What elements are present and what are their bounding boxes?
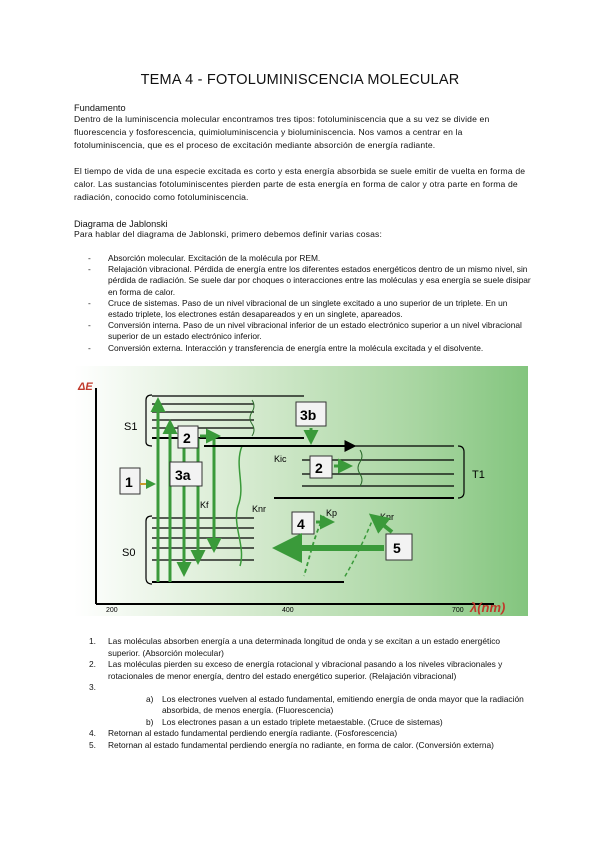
list-item: - Relajación vibracional. Pérdida de energía entre los diferentes estados energéticos dentro de un mismo nivel, sin pérdida de radiación. Se suele dar por choques o interacciones entre las moléculas y esa energía se suele disipar en forma de calor. [88,264,531,297]
step-box-2b [310,456,332,478]
section-heading-jablonski: Diagrama de Jablonski [74,219,168,229]
svg-text:1: 1 [125,474,133,490]
section-heading-fundamento: Fundamento [74,103,126,113]
list-item-text: Retornan al estado fundamental perdiendo energía radiante. (Fosforescencia) [108,728,398,738]
step-box-4 [292,512,314,534]
list-item: 5. Retornan al estado fundamental perdiendo energía no radiante, en forma de calor. (Conversión externa) [89,739,494,750]
y-axis-label: ΔE [78,381,93,393]
tick-label: 200 [106,607,118,614]
list-item-text: Los electrones pasan a un estado triplete metaestable. (Cruce de sistemas) [162,716,443,727]
list-item-text: Retornan al estado fundamental perdiendo energía no radiante, en forma de calor. (Conversión externa) [108,739,494,750]
list-item-text: Conversión externa. Interacción y transferencia de energía entre la molécula excitada y el disolvente. [108,342,484,353]
svg-text:5: 5 [393,540,401,556]
paragraph-fundamento-2: El tiempo de vida de una especie excitada es corto y esta energía absorbida se suele emitir de vuelta en forma de calor. Las sustancias fotoluminiscentes pierden parte de esta energía en forma de calor y otra parte en forma de radiación, conocido como fotoluminiscencia. [74,166,526,202]
list-item: - Absorción molecular. Excitación de la molécula por REM. [88,253,321,263]
t1-label: T1 [472,469,485,481]
svg-text:2: 2 [315,460,323,476]
svg-text:3b: 3b [300,407,317,423]
jablonski-intro: Para hablar del diagrama de Jablonski, primero debemos definir varias cosas: [74,229,383,239]
list-item: 4. Retornan al estado fundamental perdiendo energía radiante. (Fosforescencia) [89,728,398,738]
list-item: 2. Las moléculas pierden su exceso de energía rotacional y vibracional pasando a los niveles vibracionales y rotacionales de menor energía, dentro del estado energético superior. (Relajación vibracional) [89,659,503,681]
paragraph-fundamento-1: Dentro de la luminiscencia molecular encontramos tres tipos: fotoluminiscencia que a su vez se divide en fluorescencia y fosforescencia, quimioluminiscencia y bioluminiscencia. Nos vamos a centrar en la fotoluminiscencia, que es el proceso de excitación mediante absorción de energía radiante. [74,114,490,150]
list-item-text: Los electrones vuelven al estado fundamental, emitiendo energía de onda mayor que la radiación absorbida, de menos energía. (Fluorescencia) [162,693,524,715]
list-item: 3. a) Los electrones vuelven al estado fundamental, emitiendo energía de onda mayor que la radiación absorbida, de menos energía. (Fluorescencia) b) Los electrones pasan a un estado triplete metaestable. (Cruce de sistemas) [74,682,534,728]
list-item-text: Cruce de sistemas. Paso de un nivel vibracional de un singlete excitado a uno superior de un triplete. En un estado triplete, los electrones están desapareados y en un singlete, apareados. [108,297,508,320]
step-box-3b [296,402,326,426]
page-title: TEMA 4 - FOTOLUMINISCENCIA MOLECULAR [140,72,460,88]
list-item: a) Los electrones vuelven al estado fundamental, emitiendo energía de onda mayor que la radiación absorbida, de menos energía. (Fluorescencia) [146,693,524,715]
list-item-text: Las moléculas absorben energía a una determinada longitud de onda y se excitan a un estado energético superior. (Absorción molecular) [108,636,501,658]
kf-label: Kf [200,500,209,510]
s0-label: S0 [122,547,136,559]
list-item-text: Absorción molecular. Excitación de la molécula por REM. [108,253,321,263]
list-item-text: Relajación vibracional. Pérdida de energía entre los diferentes estados energéticos dentro de un mismo nivel, sin pérdida de radiación. Se suele dar por choques o interacciones entre las moléculas y esa energía se suele disipar en forma de calor. [108,264,531,297]
list-item-text: Conversión interna. Paso de un nivel vibracional inferior de un estado electrónico superior a un nivel vibracional superior de un estado electrónico inferior. [108,320,522,342]
svg-text:3a: 3a [175,467,191,483]
jablonski-diagram [74,366,528,616]
list-item-text: Las moléculas pierden su exceso de energía rotacional y vibracional pasando a los niveles vibracionales y rotacionales de menor energía, dentro del estado energético superior. (Relajación vibracional) [108,659,503,681]
list-item: - Conversión externa. Interacción y transferencia de energía entre la molécula excitada y el disolvente. [88,342,484,353]
definitions-list [74,253,534,354]
kic-label: Kic [274,454,287,464]
list-item: b) Los electrones pasan a un estado triplete metaestable. (Cruce de sistemas) [146,716,443,727]
knr-label-2: Knr [380,512,395,522]
step-box-5 [386,534,412,560]
svg-text:4: 4 [297,516,305,532]
tick-label: 400 [282,607,294,614]
steps-list [74,636,534,751]
step-box-2 [178,426,198,448]
tick-label: 700 [452,607,464,614]
x-axis-label: λ(nm) [470,600,506,615]
step-box-1 [120,468,140,494]
list-item: - Cruce de sistemas. Paso de un nivel vibracional de un singlete excitado a uno superior de un triplete. En un estado triplete, los electrones están desapareados y en un singlete, apareados. [88,297,508,320]
list-item: 1. Las moléculas absorben energía a una determinada longitud de onda y se excitan a un estado energético superior. (Absorción molecular) [89,636,501,658]
kp-label: Kp [326,508,338,518]
sub-list [108,694,534,729]
list-item: - Conversión interna. Paso de un nivel vibracional inferior de un estado electrónico superior a un nivel vibracional superior de un estado electrónico inferior. [88,320,522,342]
svg-text:2: 2 [183,430,191,446]
s1-label: S1 [124,421,138,433]
knr-label-1: Knr [252,504,267,514]
step-box-3a [170,462,202,486]
